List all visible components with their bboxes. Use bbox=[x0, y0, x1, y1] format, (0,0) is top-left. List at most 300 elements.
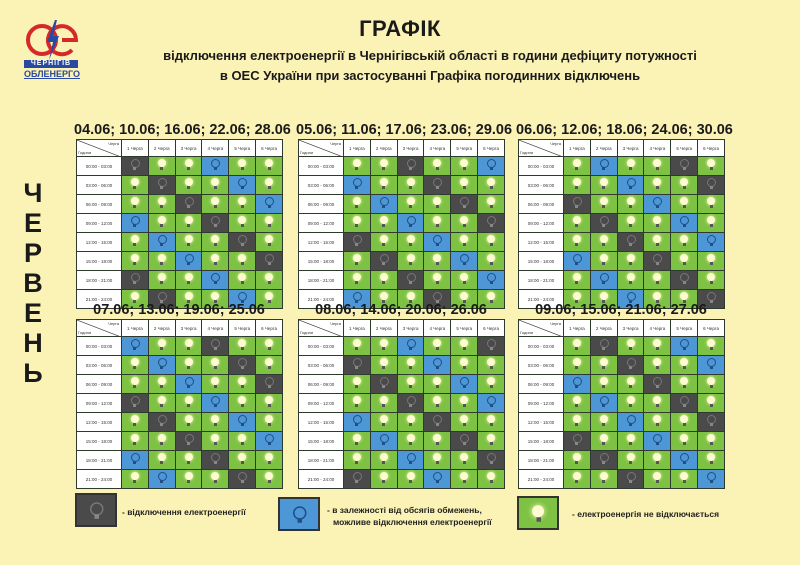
bulb-on-icon bbox=[211, 434, 219, 445]
schedule-cell-on bbox=[122, 375, 149, 394]
schedule-cell-on bbox=[256, 356, 283, 375]
table-row bbox=[299, 195, 505, 214]
bulb-on-icon bbox=[131, 254, 139, 265]
bulb-on-icon bbox=[407, 254, 415, 265]
bulb-on-icon bbox=[265, 216, 273, 227]
bulb-off-icon bbox=[211, 453, 219, 464]
bulb-maybe-icon bbox=[707, 472, 715, 483]
schedule-cell-maybe bbox=[256, 195, 283, 214]
bulb-on-icon bbox=[211, 178, 219, 189]
schedule-cell-on bbox=[671, 233, 698, 252]
schedule-cell-on bbox=[256, 233, 283, 252]
hours-label: 06:00 - 09:00 bbox=[77, 375, 122, 394]
schedule-cell-maybe bbox=[256, 432, 283, 451]
bulb-off-icon bbox=[680, 159, 688, 170]
schedule-cell-on bbox=[478, 356, 505, 375]
bulb-on-icon bbox=[653, 159, 661, 170]
schedule-cell-maybe bbox=[671, 337, 698, 356]
schedule-cell-on bbox=[397, 413, 424, 432]
bulb-on-icon bbox=[573, 396, 581, 407]
schedule-cell-off bbox=[564, 432, 591, 451]
bulb-maybe-icon bbox=[460, 254, 468, 265]
subtitle-line-1: відключення електроенергії в Чернігівській області в години дефіциту потужності bbox=[163, 48, 697, 63]
bulb-maybe-icon bbox=[353, 178, 361, 189]
bulb-on-icon bbox=[600, 254, 608, 265]
bulb-on-icon bbox=[433, 254, 441, 265]
schedule-cell-on bbox=[590, 432, 617, 451]
schedule-cell-on bbox=[122, 233, 149, 252]
table-row bbox=[519, 157, 725, 176]
schedule-cell-on bbox=[478, 195, 505, 214]
bulb-maybe-icon bbox=[185, 254, 193, 265]
bulb-on-icon bbox=[407, 358, 415, 369]
bulb-on-icon bbox=[265, 358, 273, 369]
schedule-cell-off bbox=[229, 356, 256, 375]
bulb-on-icon bbox=[353, 197, 361, 208]
corner-hours-label: Години bbox=[520, 330, 534, 336]
queue-header: 5 Черга bbox=[451, 320, 478, 337]
schedule-cell-on bbox=[617, 271, 644, 290]
bulb-maybe-icon bbox=[293, 506, 305, 523]
bulb-on-icon bbox=[185, 339, 193, 350]
schedule-cell-maybe bbox=[370, 432, 397, 451]
schedule-cell-off bbox=[698, 413, 725, 432]
bulb-maybe-icon bbox=[627, 178, 635, 189]
table-row bbox=[299, 451, 505, 470]
hours-label: 00:00 - 03:00 bbox=[77, 157, 122, 176]
bulb-maybe-icon bbox=[627, 415, 635, 426]
schedule-cell-on bbox=[148, 157, 175, 176]
schedule-cell-maybe bbox=[344, 413, 371, 432]
schedule-cell-on bbox=[590, 195, 617, 214]
table-row bbox=[77, 470, 283, 489]
schedule-cell-maybe bbox=[148, 356, 175, 375]
schedule-cell-off bbox=[451, 195, 478, 214]
schedule-cell-on bbox=[370, 356, 397, 375]
table-row bbox=[519, 195, 725, 214]
schedule-cell-maybe bbox=[148, 233, 175, 252]
bulb-on-icon bbox=[653, 178, 661, 189]
schedule-cell-on bbox=[256, 176, 283, 195]
corner-header bbox=[299, 320, 344, 337]
schedule-cell-on bbox=[564, 157, 591, 176]
bulb-on-icon bbox=[680, 434, 688, 445]
schedule-cell-on bbox=[671, 356, 698, 375]
bulb-off-icon bbox=[487, 216, 495, 227]
schedule-cell-on bbox=[671, 413, 698, 432]
queue-header: 6 Черга bbox=[698, 140, 725, 157]
hours-label: 18:00 - 21:00 bbox=[519, 271, 564, 290]
bulb-on-icon bbox=[707, 159, 715, 170]
corner-queue-label: Черга bbox=[550, 321, 561, 326]
hours-label: 03:00 - 06:00 bbox=[299, 176, 344, 195]
table-row bbox=[299, 157, 505, 176]
bulb-off-icon bbox=[407, 159, 415, 170]
bulb-maybe-icon bbox=[185, 377, 193, 388]
schedule-cell-maybe bbox=[617, 413, 644, 432]
table-row bbox=[519, 470, 725, 489]
bulb-off-icon bbox=[353, 235, 361, 246]
logo-company-label: ОБЛЕНЕРГО bbox=[23, 69, 81, 79]
table-row bbox=[299, 271, 505, 290]
hours-label: 09:00 - 12:00 bbox=[77, 394, 122, 413]
bulb-off-icon bbox=[380, 377, 388, 388]
schedule-cell-on bbox=[451, 451, 478, 470]
schedule-cell-on bbox=[202, 432, 229, 451]
corner-hours-label: Години bbox=[78, 330, 92, 336]
queue-header: 1 Черга bbox=[344, 140, 371, 157]
bulb-off-icon bbox=[460, 197, 468, 208]
legend-off-swatch bbox=[75, 493, 117, 527]
queue-header: 2 Черга bbox=[590, 140, 617, 157]
schedule-cell-maybe bbox=[202, 157, 229, 176]
schedule-table-3 bbox=[516, 121, 733, 309]
bulb-on-icon bbox=[433, 377, 441, 388]
schedule-cell-maybe bbox=[424, 233, 451, 252]
bulb-on-icon bbox=[653, 415, 661, 426]
schedule-cell-maybe bbox=[424, 356, 451, 375]
bulb-on-icon bbox=[238, 434, 246, 445]
month-letter: Н bbox=[23, 328, 43, 358]
bulb-on-icon bbox=[653, 358, 661, 369]
schedule-cell-on bbox=[590, 375, 617, 394]
bulb-off-icon bbox=[600, 453, 608, 464]
schedule-cell-on bbox=[148, 394, 175, 413]
bulb-on-icon bbox=[573, 235, 581, 246]
bulb-on-icon bbox=[265, 235, 273, 246]
bulb-off-icon bbox=[238, 235, 246, 246]
bulb-off-icon bbox=[238, 358, 246, 369]
hours-label: 09:00 - 12:00 bbox=[519, 214, 564, 233]
schedule-cell-maybe bbox=[202, 271, 229, 290]
schedule-cell-on bbox=[671, 176, 698, 195]
schedule-cell-off bbox=[617, 356, 644, 375]
table-row bbox=[519, 233, 725, 252]
bulb-on-icon bbox=[407, 472, 415, 483]
schedule-cell-on bbox=[644, 470, 671, 489]
bulb-off-icon bbox=[680, 396, 688, 407]
bulb-maybe-icon bbox=[238, 415, 246, 426]
schedule-cell-on bbox=[175, 214, 202, 233]
bulb-on-icon bbox=[707, 216, 715, 227]
bulb-on-icon bbox=[653, 453, 661, 464]
corner-header bbox=[519, 320, 564, 337]
schedule-cell-on bbox=[397, 233, 424, 252]
bulb-on-icon bbox=[211, 377, 219, 388]
bulb-maybe-icon bbox=[265, 197, 273, 208]
page-title: ГРАФІК bbox=[359, 16, 441, 41]
schedule-cell-maybe bbox=[148, 470, 175, 489]
schedule-cell-maybe bbox=[478, 157, 505, 176]
schedule-cell-on bbox=[478, 252, 505, 271]
schedule-cell-on bbox=[644, 176, 671, 195]
table-row bbox=[299, 394, 505, 413]
hours-label: 09:00 - 12:00 bbox=[299, 214, 344, 233]
schedule-cell-on bbox=[229, 157, 256, 176]
bulb-on-icon bbox=[627, 396, 635, 407]
bulb-on-icon bbox=[600, 235, 608, 246]
queue-header: 1 Черга bbox=[564, 320, 591, 337]
schedule-cell-on bbox=[370, 214, 397, 233]
schedule-cell-maybe bbox=[671, 214, 698, 233]
schedule-cell-off bbox=[397, 271, 424, 290]
bulb-off-icon bbox=[680, 273, 688, 284]
table-row bbox=[77, 394, 283, 413]
schedule-cell-maybe bbox=[202, 394, 229, 413]
bulb-on-icon bbox=[460, 339, 468, 350]
corner-queue-label: Черга bbox=[550, 141, 561, 146]
bulb-on-icon bbox=[238, 216, 246, 227]
schedule-cell-off bbox=[424, 176, 451, 195]
header-row bbox=[299, 140, 505, 157]
hours-label: 18:00 - 21:00 bbox=[299, 271, 344, 290]
schedule-cell-off bbox=[644, 252, 671, 271]
hours-label: 21:00 - 24:00 bbox=[519, 290, 564, 309]
bulb-on-icon bbox=[573, 358, 581, 369]
schedule-cell-on bbox=[175, 356, 202, 375]
header-row bbox=[519, 320, 725, 337]
bulb-on-icon bbox=[238, 396, 246, 407]
bulb-on-icon bbox=[158, 377, 166, 388]
bulb-on-icon bbox=[185, 453, 193, 464]
bulb-maybe-icon bbox=[460, 377, 468, 388]
schedule-cell-maybe bbox=[478, 271, 505, 290]
schedule-cell-off bbox=[175, 432, 202, 451]
schedule-cell-on bbox=[451, 157, 478, 176]
bulb-on-icon bbox=[185, 178, 193, 189]
queue-header: 2 Черга bbox=[148, 320, 175, 337]
bulb-on-icon bbox=[158, 339, 166, 350]
bulb-on-icon bbox=[131, 358, 139, 369]
bulb-on-icon bbox=[707, 339, 715, 350]
table-row bbox=[299, 233, 505, 252]
hours-label: 00:00 - 03:00 bbox=[77, 337, 122, 356]
bulb-on-icon bbox=[380, 453, 388, 464]
bulb-on-icon bbox=[487, 235, 495, 246]
bulb-on-icon bbox=[265, 396, 273, 407]
schedule-dates: 09.06; 15.06; 21.06; 27.06 bbox=[535, 302, 707, 318]
bulb-on-icon bbox=[460, 235, 468, 246]
schedule-cell-off bbox=[478, 451, 505, 470]
bulb-on-icon bbox=[433, 197, 441, 208]
schedule-cell-on bbox=[590, 413, 617, 432]
bulb-on-icon bbox=[265, 159, 273, 170]
schedule-cell-on bbox=[698, 432, 725, 451]
bulb-on-icon bbox=[433, 434, 441, 445]
header-row bbox=[519, 140, 725, 157]
table-row bbox=[519, 337, 725, 356]
bulb-on-icon bbox=[487, 377, 495, 388]
bulb-on-icon bbox=[600, 358, 608, 369]
bulb-on-icon bbox=[407, 178, 415, 189]
bulb-maybe-icon bbox=[573, 377, 581, 388]
bulb-off-icon bbox=[707, 415, 715, 426]
schedule-cell-off bbox=[424, 413, 451, 432]
schedule-cell-maybe bbox=[564, 252, 591, 271]
bulb-off-icon bbox=[238, 472, 246, 483]
bulb-maybe-icon bbox=[211, 159, 219, 170]
schedule-cell-on bbox=[256, 470, 283, 489]
bulb-maybe-icon bbox=[380, 434, 388, 445]
hours-label: 06:00 - 09:00 bbox=[299, 195, 344, 214]
bulb-on-icon bbox=[627, 216, 635, 227]
schedule-cell-off bbox=[478, 337, 505, 356]
table-row bbox=[519, 271, 725, 290]
schedule-cell-on bbox=[617, 157, 644, 176]
hours-label: 15:00 - 18:00 bbox=[77, 252, 122, 271]
schedule-cell-on bbox=[590, 252, 617, 271]
schedule-cell-on bbox=[229, 451, 256, 470]
bulb-on-icon bbox=[407, 197, 415, 208]
schedule-cell-on bbox=[478, 432, 505, 451]
schedule-dates: 07.06; 13.06; 19.06; 25.06 bbox=[93, 302, 265, 318]
schedule-cell-on bbox=[644, 413, 671, 432]
hours-label: 12:00 - 15:00 bbox=[77, 413, 122, 432]
bulb-off-icon bbox=[460, 434, 468, 445]
schedule-cell-on bbox=[148, 432, 175, 451]
bulb-on-icon bbox=[211, 254, 219, 265]
bulb-maybe-icon bbox=[600, 273, 608, 284]
schedule-cell-off bbox=[148, 413, 175, 432]
schedule-cell-on bbox=[451, 470, 478, 489]
schedule-cell-on bbox=[478, 233, 505, 252]
schedule-table-5 bbox=[296, 301, 506, 489]
month-letter: Е bbox=[23, 298, 42, 328]
schedule-cell-off bbox=[478, 214, 505, 233]
schedule-cell-off bbox=[202, 337, 229, 356]
schedule-cell-off bbox=[671, 271, 698, 290]
schedule-cell-off bbox=[590, 214, 617, 233]
schedule-table-4 bbox=[74, 301, 284, 489]
schedule-cell-on bbox=[564, 337, 591, 356]
bulb-on-icon bbox=[211, 358, 219, 369]
bulb-on-icon bbox=[265, 415, 273, 426]
schedule-cell-on bbox=[644, 233, 671, 252]
bulb-on-icon bbox=[185, 159, 193, 170]
hours-label: 09:00 - 12:00 bbox=[299, 394, 344, 413]
schedule-cell-on bbox=[424, 375, 451, 394]
bulb-maybe-icon bbox=[680, 339, 688, 350]
bulb-on-icon bbox=[460, 216, 468, 227]
schedule-cell-on bbox=[202, 470, 229, 489]
bulb-on-icon bbox=[158, 396, 166, 407]
bulb-on-icon bbox=[407, 235, 415, 246]
bulb-on-icon bbox=[573, 178, 581, 189]
schedule-grid bbox=[76, 319, 283, 489]
bulb-on-icon bbox=[680, 254, 688, 265]
table-row bbox=[77, 271, 283, 290]
bulb-on-icon bbox=[600, 377, 608, 388]
bulb-maybe-icon bbox=[433, 472, 441, 483]
bulb-maybe-icon bbox=[353, 415, 361, 426]
bulb-on-icon bbox=[627, 377, 635, 388]
bulb-maybe-icon bbox=[211, 396, 219, 407]
schedule-cell-on bbox=[175, 451, 202, 470]
schedule-dates: 06.06; 12.06; 18.06; 24.06; 30.06 bbox=[516, 122, 733, 138]
bulb-on-icon bbox=[158, 453, 166, 464]
corner-hours-label: Години bbox=[520, 150, 534, 156]
bulb-off-icon bbox=[627, 235, 635, 246]
table-row bbox=[519, 432, 725, 451]
bulb-off-icon bbox=[353, 358, 361, 369]
corner-queue-label: Черга bbox=[108, 321, 119, 326]
schedule-cell-on bbox=[564, 451, 591, 470]
bulb-on-icon bbox=[653, 216, 661, 227]
bulb-maybe-icon bbox=[265, 434, 273, 445]
schedule-cell-maybe bbox=[397, 451, 424, 470]
bulb-on-icon bbox=[707, 434, 715, 445]
schedule-cell-on bbox=[344, 394, 371, 413]
bulb-on-icon bbox=[211, 235, 219, 246]
bulb-on-icon bbox=[238, 273, 246, 284]
bulb-on-icon bbox=[265, 453, 273, 464]
hours-label: 12:00 - 15:00 bbox=[519, 413, 564, 432]
bulb-on-icon bbox=[353, 377, 361, 388]
hours-label: 18:00 - 21:00 bbox=[519, 451, 564, 470]
bulb-maybe-icon bbox=[238, 178, 246, 189]
hours-label: 06:00 - 09:00 bbox=[77, 195, 122, 214]
schedule-cell-maybe bbox=[478, 394, 505, 413]
schedule-cell-on bbox=[564, 214, 591, 233]
schedule-cell-on bbox=[256, 157, 283, 176]
schedule-cell-maybe bbox=[590, 394, 617, 413]
bulb-on-icon bbox=[600, 434, 608, 445]
bulb-on-icon bbox=[131, 178, 139, 189]
bulb-on-icon bbox=[185, 273, 193, 284]
schedule-cell-off bbox=[451, 432, 478, 451]
hours-label: 12:00 - 15:00 bbox=[77, 233, 122, 252]
schedule-cell-on bbox=[564, 413, 591, 432]
bulb-on-icon bbox=[238, 377, 246, 388]
schedule-cell-on bbox=[617, 432, 644, 451]
schedule-cell-on bbox=[122, 413, 149, 432]
bulb-on-icon bbox=[407, 415, 415, 426]
month-label bbox=[18, 178, 48, 388]
schedule-cell-on bbox=[229, 271, 256, 290]
schedule-cell-on bbox=[175, 271, 202, 290]
bulb-on-icon bbox=[600, 178, 608, 189]
corner-header bbox=[77, 320, 122, 337]
bulb-off-icon bbox=[90, 502, 102, 519]
bulb-off-icon bbox=[653, 254, 661, 265]
corner-queue-label: Черга bbox=[330, 141, 341, 146]
schedule-cell-on bbox=[617, 214, 644, 233]
table-row bbox=[77, 375, 283, 394]
schedule-cell-off bbox=[344, 356, 371, 375]
bulb-on-icon bbox=[353, 216, 361, 227]
bulb-on-icon bbox=[158, 197, 166, 208]
schedule-cell-on bbox=[148, 375, 175, 394]
schedule-cell-on bbox=[370, 271, 397, 290]
bulb-off-icon bbox=[131, 396, 139, 407]
month-letter: В bbox=[23, 268, 43, 298]
schedule-cell-on bbox=[229, 375, 256, 394]
bulb-on-icon bbox=[380, 273, 388, 284]
schedule-cell-on bbox=[698, 252, 725, 271]
bulb-on-icon bbox=[460, 453, 468, 464]
bulb-maybe-icon bbox=[158, 358, 166, 369]
queue-header: 1 Черга bbox=[122, 320, 149, 337]
bulb-maybe-icon bbox=[680, 216, 688, 227]
bulb-on-icon bbox=[627, 339, 635, 350]
hours-label: 15:00 - 18:00 bbox=[519, 252, 564, 271]
bulb-on-icon bbox=[131, 434, 139, 445]
bulb-off-icon bbox=[573, 434, 581, 445]
schedule-cell-on bbox=[370, 470, 397, 489]
bulb-on-icon bbox=[653, 396, 661, 407]
schedule-cell-off bbox=[370, 375, 397, 394]
bulb-on-icon bbox=[185, 396, 193, 407]
